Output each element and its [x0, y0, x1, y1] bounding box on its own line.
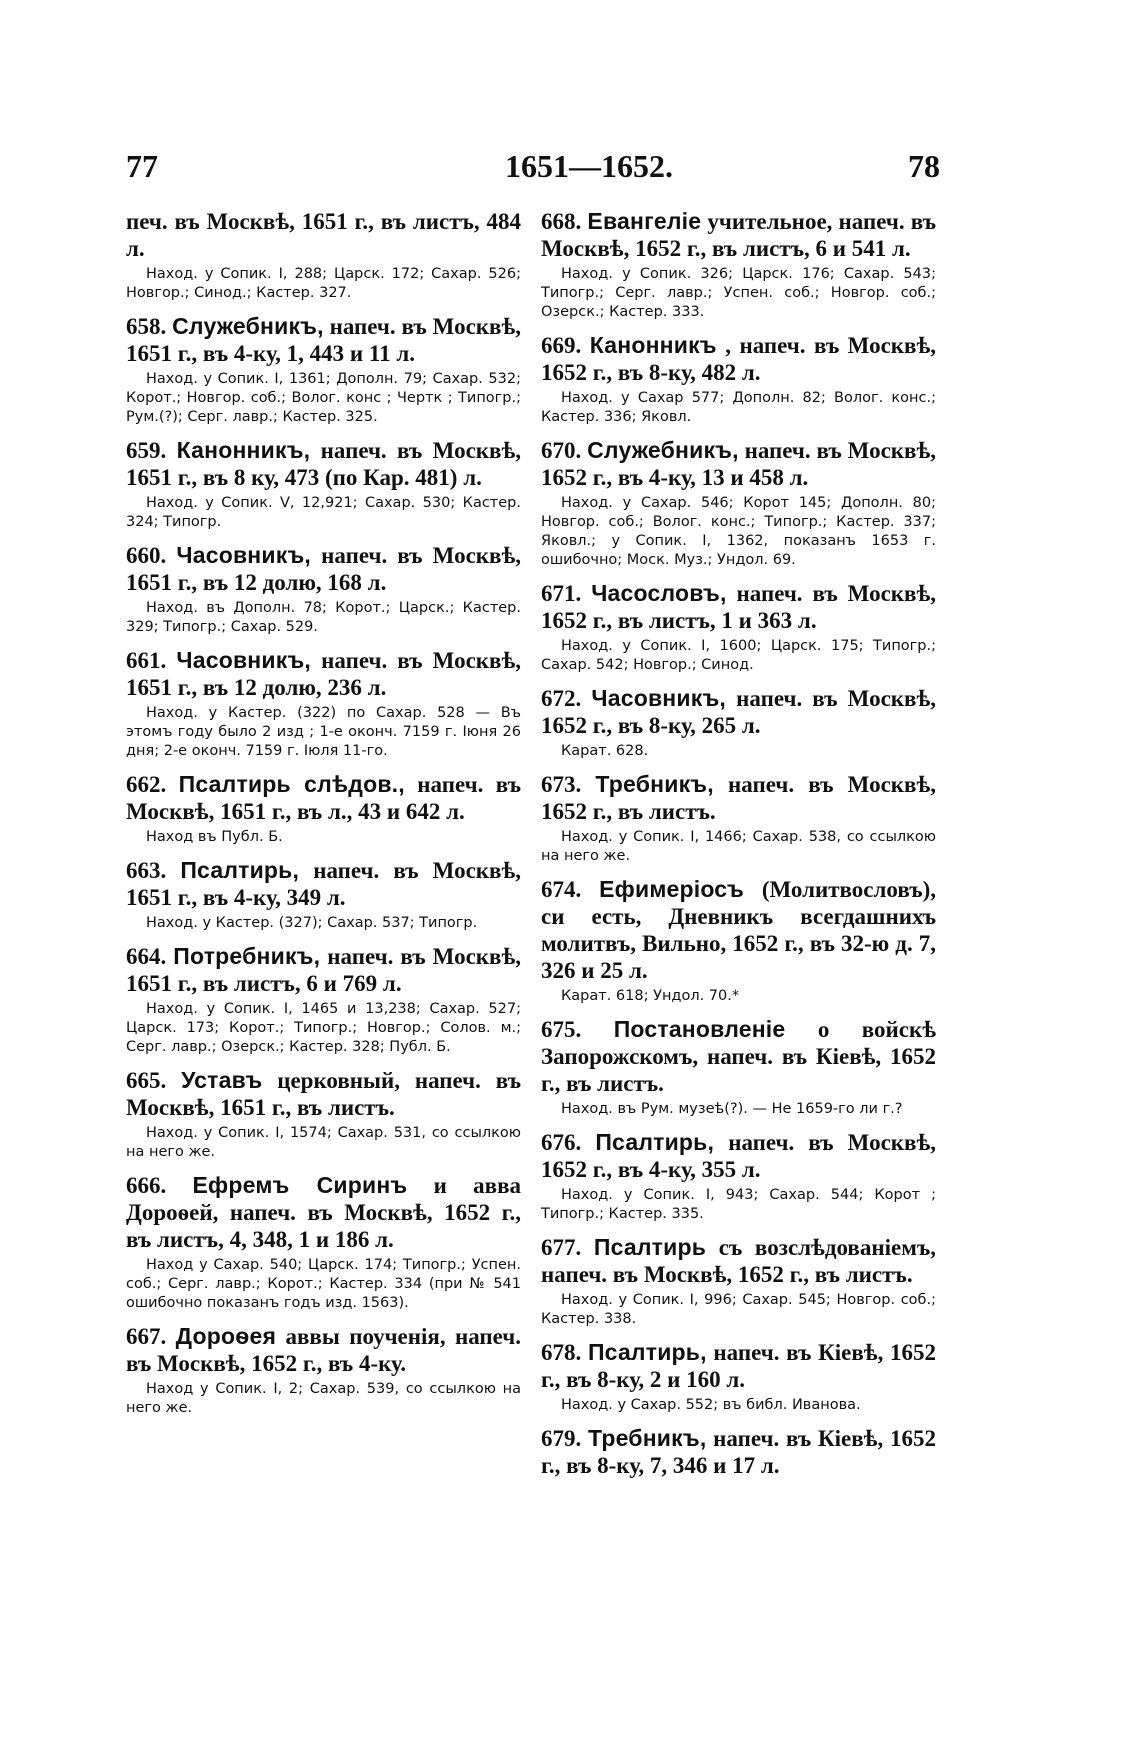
entry-description: напеч. въ Кіевѣ, 1652 г., въ 8-ку, 7, 346 и 17 л.: [541, 1426, 936, 1478]
entry-title: Часословъ,: [591, 580, 727, 606]
entry-heading: [541, 1234, 936, 1288]
entry-number: 667.: [126, 1324, 167, 1349]
entry-title: Часовникъ,: [176, 542, 312, 568]
catalog-entry: [541, 208, 936, 322]
entry-description: напеч. въ Москвѣ, 1651 г., въ 12 долю, 236 л.: [126, 648, 522, 700]
entry-description: , напеч. въ Москвѣ, 1652 г., въ 8-ку, 482 л.: [541, 333, 937, 385]
entry-description: и авва Дороѳей, напеч. въ Москвѣ, 1652 г., въ листъ, 4, 348, 1 и 186 л.: [126, 1173, 522, 1252]
entry-holdings-note: Наход. у Сопик. I, 1574; Сахар. 531, со ссылкою на него же.: [126, 1125, 521, 1160]
entry-holdings-note: Наход у Сахар. 540; Царск. 174; Типогр.; Успен. соб.; Серг. лавр.; Корот.; Кастер. 334 (при № 541 ошибочно показанъ годъ изд. 1563).: [126, 1257, 521, 1311]
catalog-entry: [126, 943, 521, 1057]
entry-number: 678.: [541, 1340, 582, 1365]
entry-number: 671.: [541, 581, 582, 606]
entry-holdings-note: Наход. у Сопик. 326; Царск. 176; Сахар. 543; Типогр.; Серг. лавр.; Успен. соб.; Новгор. соб.; Озерск.; Кастер. 333.: [541, 266, 936, 320]
entry-description: напеч. въ Москвѣ, 1651 г., въ л., 43 и 642 л.: [126, 772, 522, 824]
entry-number: 670.: [541, 438, 582, 463]
entry-holdings-note: Наход. у Сопик. I, 1361; Дополн. 79; Сахар. 532; Корот.; Новгор. соб.; Волог. конс ; Чертк ; Типогр.; Рум.(?); Серг. лавр.; Кастер. 325.: [126, 371, 521, 425]
entry-heading: [126, 1323, 521, 1377]
left-column: [126, 208, 521, 1428]
entry-number: 659.: [126, 438, 167, 463]
entry-description: напеч. въ Москвѣ, 1651 г., въ листъ, 6 и 769 л.: [126, 944, 522, 996]
entry-description: напеч. въ Москвѣ, 1652 г., въ 4-ку, 13 и 458 л.: [541, 438, 936, 490]
entry-title: Дороѳея: [175, 1323, 277, 1349]
entry-heading: [126, 1172, 521, 1253]
entry-description: напеч. въ Москвѣ, 1652 г., въ 8-ку, 265 л.: [541, 686, 937, 738]
catalog-entry: [541, 1339, 936, 1415]
entry-heading: [541, 208, 936, 262]
continuation-note: Наход. у Сопик. I, 288; Царск. 172; Сахар. 526; Новгор.; Синод.; Кастер. 327.: [126, 266, 521, 301]
entry-number: 669.: [541, 333, 582, 358]
entry-holdings-note: Наход. у Сахар. 552; въ библ. Иванова.: [561, 1397, 861, 1413]
entry-heading: [126, 437, 521, 491]
catalog-entry: [541, 685, 936, 761]
right-page-number: 78: [908, 148, 940, 184]
entry-number: 673.: [541, 772, 582, 797]
entry-description: напеч. въ Москвѣ, 1651 г., въ 4-ку, 349 л.: [126, 858, 522, 910]
catalog-entry: [126, 857, 521, 933]
entry-number: 663.: [126, 858, 167, 883]
entry-title: Канонникъ: [589, 332, 717, 358]
year-range: 1651—1652.: [505, 148, 673, 184]
entry-title: Псалтирь слѣдов.,: [178, 771, 405, 797]
entry-title: Потребникъ,: [173, 943, 321, 969]
catalog-entry: [126, 313, 521, 427]
entry-title: Постановленіе: [613, 1016, 786, 1042]
page-header: [0, 148, 1140, 188]
entry-title: Псалтирь,: [595, 1129, 715, 1155]
catalog-entry: [541, 1129, 936, 1224]
entry-holdings-note: Наход. у Сопик. V, 12,921; Сахар. 530; Кастер. 324; Типогр.: [126, 495, 521, 530]
entry-heading: [541, 580, 936, 634]
entry-title: Часовникъ,: [176, 647, 312, 673]
entry-holdings-note: Наход. у Сахар. 546; Корот 145; Дополн. 80; Новгор. соб.; Волог. конс.; Типогр.; Кастер. 337; Яковл.; у Сопик. I, 1362, показанъ 1653 г. ошибочно; Моск. Муз.; Ундол. 69.: [541, 495, 936, 568]
entry-title: Евангеліе: [587, 208, 702, 234]
entry-number: 665.: [126, 1068, 167, 1093]
entry-title: Служебникъ,: [172, 313, 324, 339]
catalog-entry: [126, 771, 521, 847]
right-column: [541, 208, 936, 1489]
entry-number: 679.: [541, 1426, 582, 1451]
left-entry-list: [126, 313, 521, 1418]
catalog-entry: [541, 580, 936, 675]
entry-heading: [541, 876, 936, 984]
entry-description: напеч. въ Москвѣ, 1651 г., въ 12 долю, 168 л.: [126, 543, 522, 595]
entry-holdings-note: Наход. въ Рум. музеѣ(?). — Не 1659-го ли г.?: [561, 1101, 903, 1117]
entry-holdings-note: Наход въ Публ. Б.: [146, 829, 283, 845]
catalog-entry: [126, 1172, 521, 1313]
entry-description: аввы поученія, напеч. въ Москвѣ, 1652 г., въ 4-ку.: [126, 1324, 522, 1376]
entry-holdings-note: Наход. у Сахар 577; Дополн. 82; Волог. конс.; Кастер. 336; Яковл.: [541, 390, 936, 425]
entry-title: Часовникъ,: [591, 685, 727, 711]
entry-holdings-note: Наход у Сопик. I, 2; Сахар. 539, со ссылкою на него же.: [126, 1381, 521, 1416]
entry-heading: [126, 771, 521, 825]
entry-heading: [126, 542, 521, 596]
catalog-entry: [541, 1016, 936, 1119]
entry-title: Ефимеріосъ: [599, 876, 744, 902]
entry-holdings-note: Наход. у Сопик. I, 1466; Сахар. 538, со ссылкою на него же.: [541, 829, 936, 864]
entry-title: Требникъ,: [588, 1425, 707, 1451]
entry-holdings-note: Наход. у Сопик. I, 1600; Царск. 175; Типогр.; Сахар. 542; Новгор.; Синод.: [541, 638, 936, 673]
entry-number: 658.: [126, 314, 167, 339]
entry-heading: [126, 857, 521, 911]
continuation-text: печ. въ Москвѣ, 1651 г., въ листъ, 484 л.: [126, 209, 521, 261]
continuation-entry: [126, 208, 521, 303]
entry-heading: [126, 313, 521, 367]
entry-number: 661.: [126, 648, 167, 673]
entry-holdings-note: Наход. въ Дополн. 78; Корот.; Царск.; Кастер. 329; Типогр.; Сахар. 529.: [126, 600, 521, 635]
entry-number: 662.: [126, 772, 167, 797]
entry-description: (Молитвословъ), си есть, Дневникъ всегдашнихъ молитвъ, Вильно, 1652 г., въ 32-ю д. 7, 326 и 25 л.: [541, 877, 937, 983]
entry-title: Служебникъ,: [587, 437, 739, 463]
entry-heading: [126, 1067, 521, 1121]
entry-description: напеч. въ Москвѣ, 1652 г., въ листъ, 1 и 363 л.: [541, 581, 937, 633]
entry-holdings-note: Наход. у Сопик. I, 996; Сахар. 545; Новгор. соб.; Кастер. 338.: [541, 1292, 936, 1327]
entry-description: съ возслѣдованіемъ, напеч. въ Москвѣ, 1652 г., въ листъ.: [541, 1235, 937, 1287]
entry-title: Требникъ,: [595, 771, 714, 797]
entry-description: напеч. въ Москвѣ, 1652 г., въ листъ.: [541, 772, 937, 824]
entry-description: учительное, напеч. въ Москвѣ, 1652 г., въ листъ, 6 и 541 л.: [541, 209, 937, 261]
entry-heading: [541, 1129, 936, 1183]
entry-number: 672.: [541, 686, 582, 711]
entry-holdings-note: Наход. у Кастер. (327); Сахар. 537; Типогр.: [146, 915, 478, 931]
entry-title: Псалтирь: [593, 1234, 707, 1260]
entry-number: 660.: [126, 543, 167, 568]
entry-title: Ефремъ Сиринъ: [192, 1172, 408, 1198]
entry-description: о войскѣ Запорожскомъ, напеч. въ Кіевѣ, 1652 г., въ листъ.: [541, 1017, 937, 1096]
catalog-entry: [126, 542, 521, 637]
catalog-entry: [541, 1425, 936, 1479]
entry-holdings-note: Карат. 618; Ундол. 70.*: [561, 988, 740, 1004]
entry-heading: [541, 437, 936, 491]
entry-title: Псалтирь,: [180, 857, 300, 883]
catalog-entry: [126, 1323, 521, 1418]
entry-number: 674.: [541, 877, 582, 902]
entry-title: Канонникъ,: [176, 437, 311, 463]
entry-number: 668.: [541, 209, 582, 234]
entry-title: Псалтирь,: [587, 1339, 707, 1365]
entry-description: напеч. въ Москвѣ, 1652 г., въ 4-ку, 355 л.: [541, 1130, 937, 1182]
entry-holdings-note: Карат. 628.: [561, 743, 649, 759]
entry-heading: [541, 685, 936, 739]
right-entry-list: [541, 208, 936, 1479]
catalog-entry: [541, 437, 936, 570]
entry-number: 676.: [541, 1130, 582, 1155]
entry-number: 666.: [126, 1173, 167, 1198]
catalog-entry: [541, 1234, 936, 1329]
entry-number: 664.: [126, 944, 167, 969]
entry-heading: [541, 1016, 936, 1097]
entry-description: напеч. въ Москвѣ, 1651 г., въ 4-ку, 1, 443 и 11 л.: [126, 314, 521, 366]
entry-holdings-note: Наход. у Сопик. I, 1465 и 13,238; Сахар. 527; Царск. 173; Корот.; Типогр.; Новгор.; Солов. м.; Серг. лавр.; Озерск.; Кастер. 328; Публ. Б.: [126, 1001, 521, 1055]
entry-description: напеч. въ Москвѣ, 1651 г., въ 8 ку, 473 (по Кар. 481) л.: [126, 438, 521, 490]
entry-title: Уставъ: [181, 1067, 263, 1093]
entry-heading: [541, 1425, 936, 1479]
entry-heading: [541, 332, 936, 386]
catalog-entry: [541, 332, 936, 427]
entry-number: 677.: [541, 1235, 582, 1260]
entry-holdings-note: Наход. у Сопик. I, 943; Сахар. 544; Корот ; Типогр.; Кастер. 335.: [541, 1187, 936, 1222]
catalog-entry: [126, 1067, 521, 1162]
left-page-number: 77: [126, 148, 158, 184]
catalog-entry: [126, 647, 521, 761]
entry-description: напеч. въ Кіевѣ, 1652 г., въ 8-ку, 2 и 160 л.: [541, 1340, 937, 1392]
entry-number: 675.: [541, 1017, 582, 1042]
entry-description: церковный, напеч. въ Москвѣ, 1651 г., въ листъ.: [126, 1068, 522, 1120]
entry-heading: [126, 647, 521, 701]
catalog-entry: [541, 771, 936, 866]
catalog-entry: [541, 876, 936, 1006]
entry-holdings-note: Наход. у Кастер. (322) по Сахар. 528 — Въ этомъ году было 2 изд ; 1-е оконч. 7159 г. Іюня 26 дня; 2-е оконч. 7159 г. Іюля 11-го.: [126, 705, 521, 759]
entry-heading: [541, 1339, 936, 1393]
entry-heading: [541, 771, 936, 825]
catalog-entry: [126, 437, 521, 532]
entry-heading: [126, 943, 521, 997]
